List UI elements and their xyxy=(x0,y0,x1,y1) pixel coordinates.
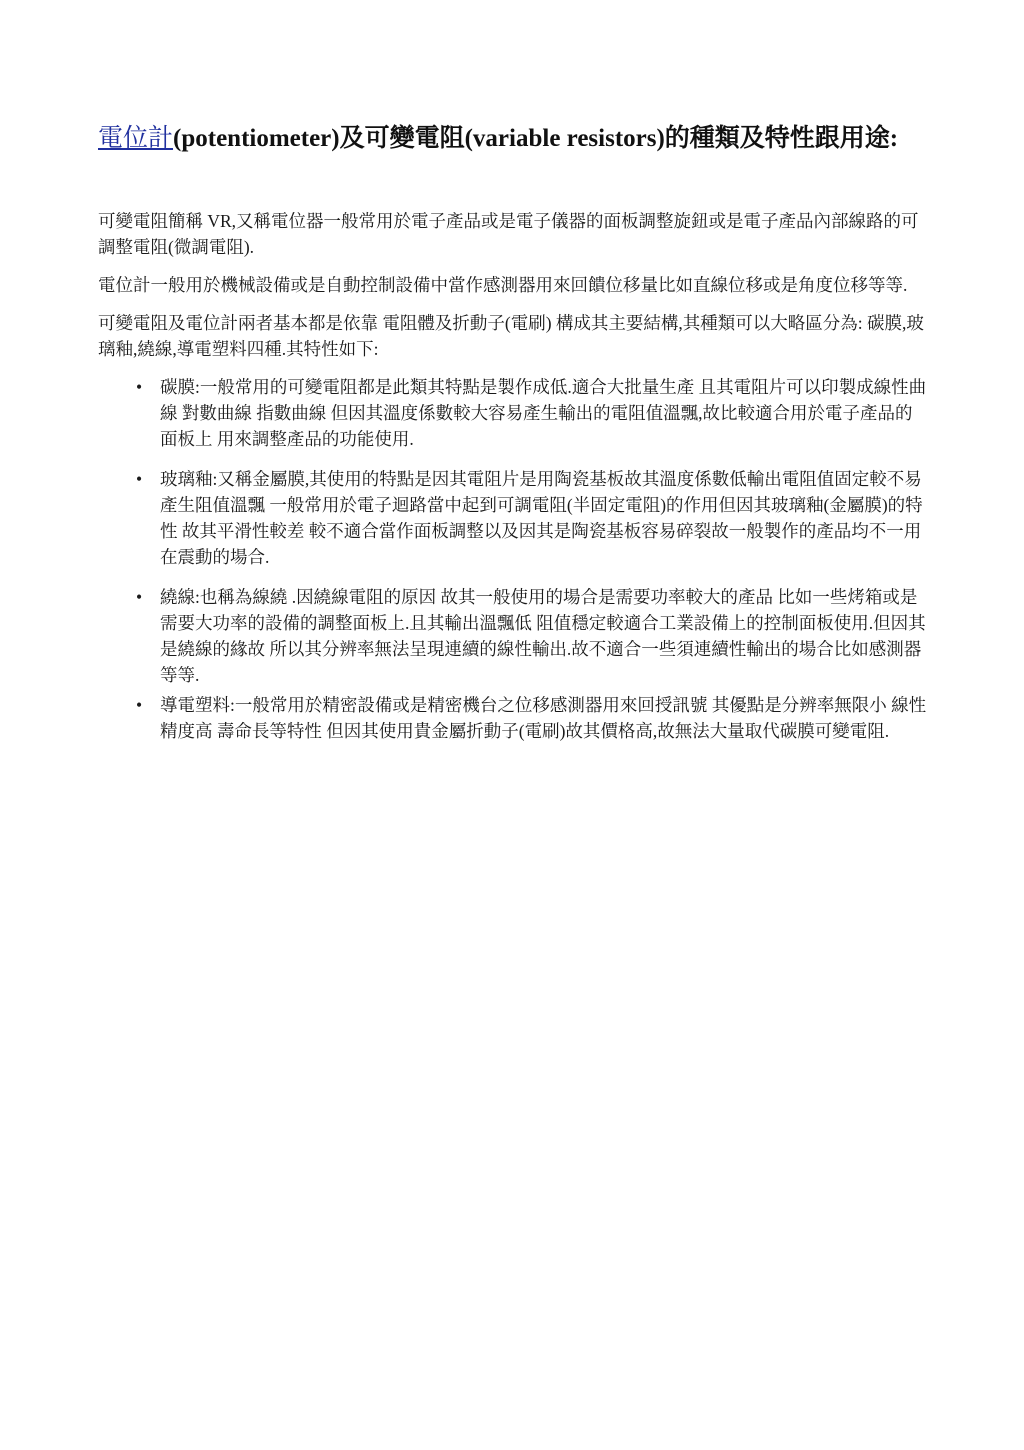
document-page xyxy=(98,120,928,758)
list-item-carbon-film xyxy=(98,374,928,452)
types-paragraph: 可變電阻及電位計兩者基本都是依靠 電阻體及折動子(電刷) 構成其主要結構,其種類可以大略區分為: 碳膜,玻璃釉,繞線,導電塑料四種.其特性如下: xyxy=(98,313,924,359)
list-item-text: 繞線:也稱為線繞 .因繞線電阻的原因 故其一般使用的場合是需要功率較大的產品 比如一些烤箱或是需要大功率的設備的調整面板上.且其輸出溫飄低 阻值穩定較適合工業設備上的控制面板使用.但因其是繞線的緣故 所以其分辨率無法呈現連續的線性輸出.故不適合一些須連續性輸出的場合比如感測器等等. xyxy=(160,587,926,685)
list-item-cermet xyxy=(98,466,928,570)
list-item-text: 導電塑料:一般常用於精密設備或是精密機台之位移感測器用來回授訊號 其優點是分辨率無限小 線性精度高 壽命長等特性 但因其使用貴金屬折動子(電刷)故其價格高,故無法大量取代碳膜可變電阻. xyxy=(160,695,927,741)
potentiometer-link[interactable]: 電位計 xyxy=(98,125,174,152)
list-item-wirewound xyxy=(98,584,928,688)
list-item-text: 碳膜:一般常用的可變電阻都是此類其特點是製作成低.適合大批量生產 且其電阻片可以印製成線性曲線 對數曲線 指數曲線 但因其溫度係數較大容易產生輸出的電阻值溫飄,故比較適合用於電子產品的面板上 用來調整產品的功能使用. xyxy=(160,377,927,449)
intro-paragraph: 可變電阻簡稱 VR,又稱電位器一般常用於電子產品或是電子儀器的面板調整旋鈕或是電子產品內部線路的可調整電阻(微調電阻). xyxy=(98,211,919,257)
bullet-icon: • xyxy=(136,469,143,489)
page-title xyxy=(98,120,928,158)
list-item-conductive-plastic xyxy=(98,692,928,744)
bullet-icon: • xyxy=(136,695,143,715)
potentiometer-paragraph: 電位計一般用於機械設備或是自動控制設備中當作感測器用來回饋位移量比如直線位移或是角度位移等等. xyxy=(98,275,908,295)
list-item-text: 玻璃釉:又稱金屬膜,其使用的特點是因其電阻片是用陶瓷基板故其溫度係數低輸出電阻值固定較不易產生阻值溫飄 一般常用於電子迴路當中起到可調電阻(半固定電阻)的作用但因其玻璃釉(金屬膜)的特性 故其平滑性較差 較不適合當作面板調整以及因其是陶瓷基板容易碎裂故一般製作的產品均不一用在震動的場合. xyxy=(160,469,923,567)
bullet-icon: • xyxy=(136,587,143,607)
bullet-icon: • xyxy=(136,377,143,397)
title-spacer xyxy=(98,158,928,208)
types-list xyxy=(98,374,928,744)
title-text: (potentiometer)及可變電阻(variable resistors)的種類及特性跟用途: xyxy=(173,125,899,152)
